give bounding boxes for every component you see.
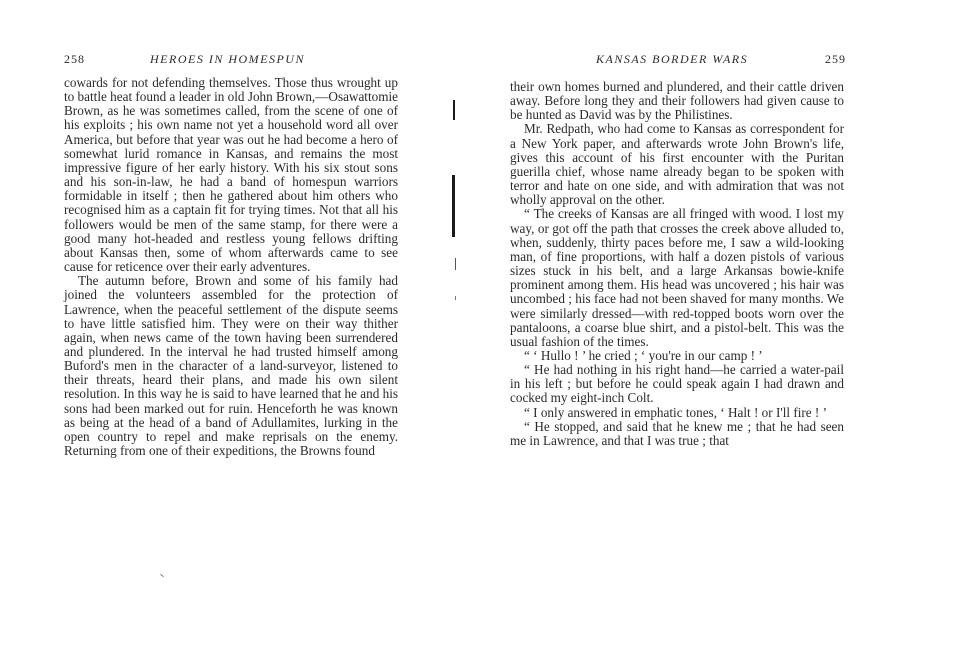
right-running-head: KANSAS BORDER WARS	[596, 52, 749, 66]
paragraph: “ He had nothing in his right hand—he carried a water-pail in his left ; but before he could speak again I had drawn and cocked my eight-inch Colt.	[510, 362, 844, 406]
left-page-body	[64, 76, 398, 458]
gutter-mark	[452, 175, 455, 237]
paragraph: “ ‘ Hullo ! ’ he cried ; ‘ you're in our camp ! ’	[524, 347, 763, 363]
right-page-number: 259	[825, 52, 846, 66]
gutter-mark	[453, 100, 455, 120]
scan-speck	[455, 296, 456, 300]
gutter-mark	[455, 258, 456, 270]
right-page-body	[510, 80, 844, 448]
right-page	[470, 0, 980, 656]
paragraph: cowards for not defending themselves. Those thus wrought up to battle heat found a leader in old John Brown,—Osawattomie Brown, as he was sometimes called, from the scene of one of his exploits ; his own name not yet a household word all over America, but before that year was out he had become a hero of somewhat lurid romance in Kansas, and remains the most impressive figure of her early history. With his six stout sons and his son-in-law, he had a band of homespun warriors formidable in itself ; then he gathered about him others who recognised him as a captain fit for trying times. Not that all his followers would be men of the same stamp, for there were a good many hot-headed and restless young fellows drifting about Kansas then, some of whom afterwards came to see cause for reticence over their early adventures.	[64, 75, 399, 275]
paragraph: Mr. Redpath, who had come to Kansas as correspondent for a New York paper, and afterwards wrote John Brown's life, gives this account of his first encounter with the Puritan guerilla chief, whose name already began to be spoken with terror and hate on one side, and with admiration that was not wholly approval on the other.	[510, 121, 844, 208]
paragraph: The autumn before, Brown and some of his family had joined the volunteers assembled for the protection of Lawrence, when the peaceful settlement of the dispute seems to have little satisfied him. They were on their way thither again, when news came of the town having been surrendered and plundered. In the interval he had trusted himself among Buford's men in the character of a land-surveyor, listened to their threats, heard their plans, and made his own silent resolution. In this way he is said to have learned that he and his sons had been marked out for ruin. Henceforth he was known as being at the head of a band of Adullamites, lurking in the open country to repel and make reprisals on the enemy. Returning from one of their expeditions, the Browns found	[64, 273, 399, 459]
paragraph: “ I only answered in emphatic tones, ‘ Halt ! or I'll fire ! ’	[524, 404, 828, 420]
left-running-head: HEROES IN HOMESPUN	[150, 52, 305, 66]
paragraph: their own homes burned and plundered, and their cattle driven away. Before long they and their followers had given cause to be hunted as David was by the Philistines.	[510, 79, 844, 123]
left-page-number: 258	[64, 52, 85, 66]
paragraph: “ The creeks of Kansas are all fringed with wood. I lost my way, or got off the path that crosses the creek above alluded to, when, suddenly, thirty paces before me, I saw a wild-looking man, of fine proportions, with half a dozen pistols of various sizes stuck in his belt, and a large Arkansas bowie-knife prominent among them. His head was uncovered ; his hair was uncombed ; his face had not been shaved for many months. We were similarly dressed—with red-topped boots worn over the pantaloons, a coarse blue shirt, and a pistol-belt. This was the usual fashion of the times.	[510, 206, 844, 349]
paragraph: “ He stopped, and said that he knew me ; that he had seen me in Lawrence, and that I was true ; that	[510, 418, 844, 448]
left-page	[0, 0, 470, 656]
